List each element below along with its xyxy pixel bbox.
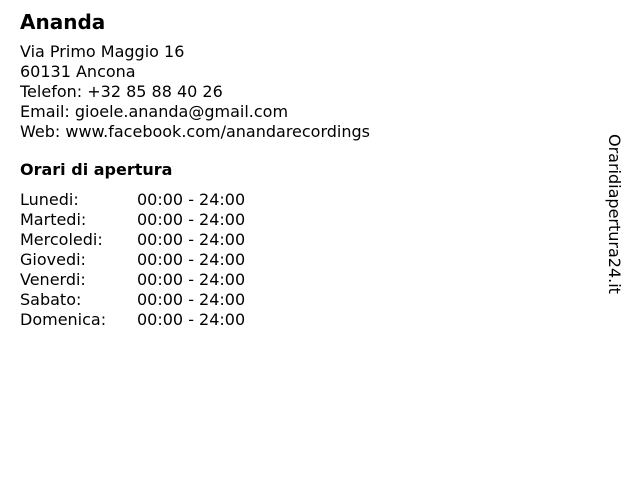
time-range: 00:00 - 24:00: [137, 270, 246, 289]
business-card: [20, 10, 580, 330]
time-range: 00:00 - 24:00: [137, 210, 246, 229]
day-label: Domenica:: [20, 310, 107, 329]
day-label: Sabato:: [20, 290, 82, 309]
hours-row-saturday: [20, 290, 580, 310]
hours-row-sunday: [20, 310, 580, 330]
opening-hours-title: Orari di apertura: [20, 160, 173, 179]
opening-hours-list: [20, 190, 580, 330]
email-line: Email: gioele.ananda@gmail.com: [20, 102, 289, 121]
day-label: Giovedi:: [20, 250, 86, 269]
business-name: Ananda: [20, 10, 106, 34]
day-label: Mercoledi:: [20, 230, 103, 249]
time-range: 00:00 - 24:00: [137, 190, 246, 209]
time-range: 00:00 - 24:00: [137, 310, 246, 329]
address-city: 60131 Ancona: [20, 62, 136, 81]
hours-row-wednesday: [20, 230, 580, 250]
time-range: 00:00 - 24:00: [137, 230, 246, 249]
time-range: 00:00 - 24:00: [137, 290, 246, 309]
day-label: Lunedi:: [20, 190, 79, 209]
hours-row-monday: [20, 190, 580, 210]
time-range: 00:00 - 24:00: [137, 250, 246, 269]
address-street: Via Primo Maggio 16: [20, 42, 185, 61]
site-watermark: Oraridiapertura24.it: [605, 134, 624, 294]
day-label: Martedi:: [20, 210, 87, 229]
hours-row-thursday: [20, 250, 580, 270]
hours-row-friday: [20, 270, 580, 290]
day-label: Venerdi:: [20, 270, 86, 289]
web-line: Web: www.facebook.com/anandarecordings: [20, 122, 370, 141]
hours-row-tuesday: [20, 210, 580, 230]
phone-line: Telefon: +32 85 88 40 26: [20, 82, 223, 101]
